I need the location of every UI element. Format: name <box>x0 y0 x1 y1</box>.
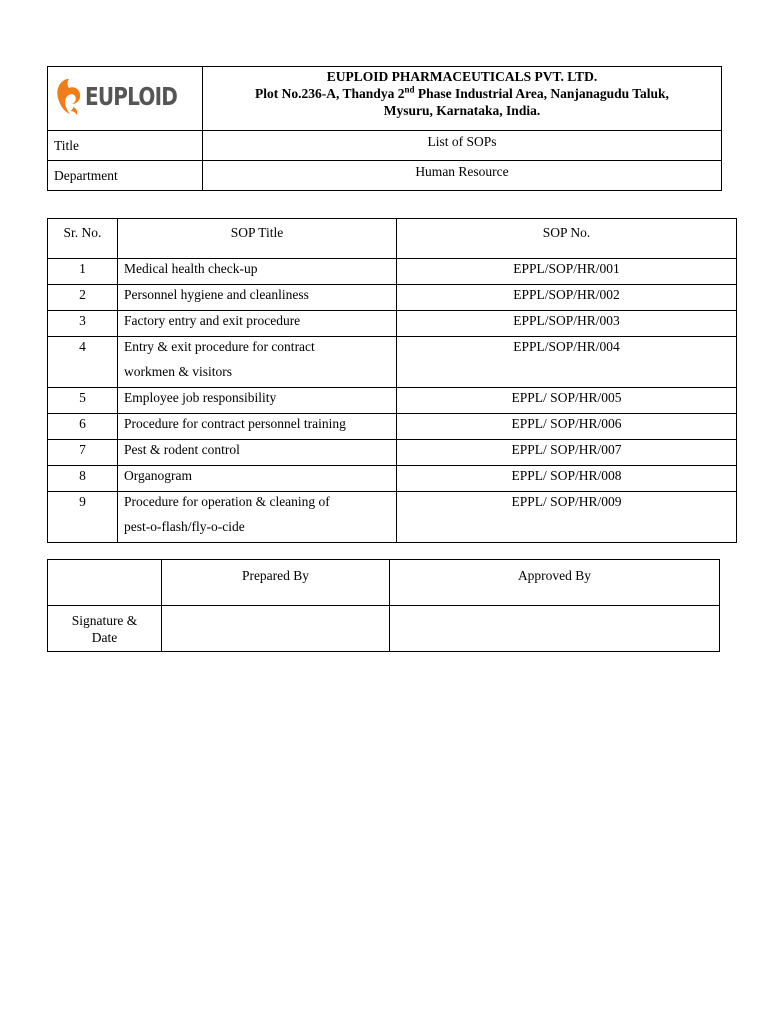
sop-title-cell: Personnel hygiene and cleanliness <box>118 285 397 311</box>
prepared-by-signature-cell[interactable] <box>162 606 390 652</box>
sop-no-cell: EPPL/SOP/HR/004 <box>397 337 737 388</box>
sr-no-cell: 8 <box>48 466 118 492</box>
sr-no-cell: 7 <box>48 440 118 466</box>
column-header-sop-no: SOP No. <box>397 219 737 259</box>
table-row <box>48 285 737 311</box>
column-header-sr-no: Sr. No. <box>48 219 118 259</box>
signature-row <box>48 606 720 652</box>
sop-no-cell: EPPL/ SOP/HR/006 <box>397 414 737 440</box>
sop-list-table <box>47 218 737 543</box>
document-header-table <box>47 66 722 191</box>
sop-no-cell: EPPL/ SOP/HR/007 <box>397 440 737 466</box>
sop-title-cell: Medical health check-up <box>118 259 397 285</box>
sop-title-cell: Organogram <box>118 466 397 492</box>
sop-title-cell: Procedure for operation & cleaning of pest-o-flash/fly-o-cide <box>118 492 397 543</box>
company-address-line2: Mysuru, Karnataka, India. <box>383 103 541 118</box>
table-row <box>48 466 737 492</box>
signature-table <box>47 559 720 652</box>
company-address-line1: Plot No.236-A, Thandya 2nd Phase Industrial Area, Nanjanagudu Taluk, <box>255 84 669 101</box>
sop-no-cell: EPPL/ SOP/HR/009 <box>397 492 737 543</box>
signature-header-row <box>48 560 720 606</box>
sop-no-cell: EPPL/ SOP/HR/008 <box>397 466 737 492</box>
sr-no-cell: 1 <box>48 259 118 285</box>
sop-no-cell: EPPL/ SOP/HR/005 <box>397 388 737 414</box>
title-label: Title <box>48 131 203 161</box>
table-row <box>48 311 737 337</box>
company-logo <box>54 77 200 117</box>
table-row <box>48 440 737 466</box>
sop-title-cell: Procedure for contract personnel training <box>118 414 397 440</box>
table-row <box>48 414 737 440</box>
sop-title-cell: Entry & exit procedure for contract workmen & visitors <box>118 337 397 388</box>
logo-wordmark: EUPLOID <box>85 82 178 111</box>
empty-corner-cell <box>48 560 162 606</box>
sop-no-cell: EPPL/SOP/HR/003 <box>397 311 737 337</box>
sop-no-cell: EPPL/SOP/HR/001 <box>397 259 737 285</box>
sr-no-cell: 3 <box>48 311 118 337</box>
title-value: List of SOPs <box>203 131 722 161</box>
signature-date-label: Signature & Date <box>48 606 162 652</box>
sop-no-cell: EPPL/SOP/HR/002 <box>397 285 737 311</box>
table-row <box>48 388 737 414</box>
sr-no-cell: 5 <box>48 388 118 414</box>
table-header-row <box>48 219 737 259</box>
company-name: EUPLOID PHARMACEUTICALS PVT. LTD. <box>326 69 598 84</box>
approved-by-signature-cell[interactable] <box>390 606 720 652</box>
company-info-cell <box>203 67 722 131</box>
sop-title-cell: Employee job responsibility <box>118 388 397 414</box>
sr-no-cell: 9 <box>48 492 118 543</box>
table-row <box>48 337 737 388</box>
sr-no-cell: 6 <box>48 414 118 440</box>
euploid-logo-icon <box>54 77 84 117</box>
table-row <box>48 492 737 543</box>
logo-cell <box>48 67 203 131</box>
sop-title-cell: Pest & rodent control <box>118 440 397 466</box>
department-value: Human Resource <box>203 161 722 191</box>
approved-by-header: Approved By <box>390 560 720 606</box>
table-row <box>48 259 737 285</box>
column-header-sop-title: SOP Title <box>118 219 397 259</box>
sop-title-cell: Factory entry and exit procedure <box>118 311 397 337</box>
prepared-by-header: Prepared By <box>162 560 390 606</box>
department-label: Department <box>48 161 203 191</box>
sr-no-cell: 4 <box>48 337 118 388</box>
sr-no-cell: 2 <box>48 285 118 311</box>
